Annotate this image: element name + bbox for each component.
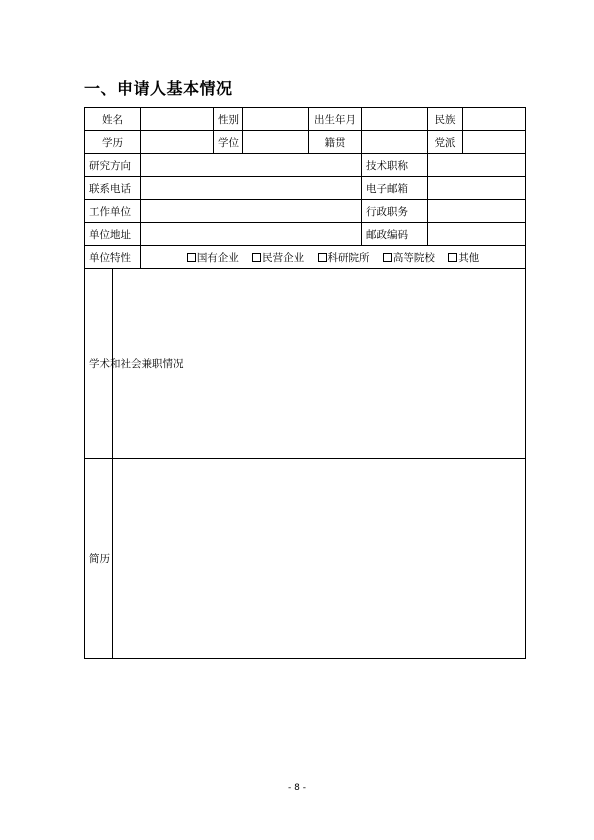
checkbox-icon[interactable] — [252, 253, 261, 262]
email-label: 电子邮箱 — [362, 177, 428, 200]
ethnicity-label: 民族 — [428, 108, 463, 131]
research-direction-field[interactable] — [141, 154, 362, 177]
unit-type-option[interactable]: 民营企业 — [252, 252, 304, 264]
row-academic — [85, 269, 526, 459]
row-basic-2 — [85, 131, 526, 154]
unit-type-option[interactable]: 其他 — [448, 252, 479, 264]
degree-label: 学位 — [214, 131, 243, 154]
checkbox-icon[interactable] — [187, 253, 196, 262]
unit-type-option[interactable]: 国有企业 — [187, 252, 239, 264]
admin-position-label: 行政职务 — [362, 200, 428, 223]
row-basic-1 — [85, 108, 526, 131]
row-employer — [85, 200, 526, 223]
degree-field[interactable] — [243, 131, 309, 154]
row-resume — [85, 459, 526, 659]
unit-type-option[interactable]: 高等院校 — [383, 252, 435, 264]
postcode-field[interactable] — [428, 223, 526, 246]
employer-label: 工作单位 — [85, 200, 141, 223]
resume-label: 简历 — [85, 459, 113, 659]
ethnicity-field[interactable] — [463, 108, 526, 131]
section-title: 一、申请人基本情况 — [84, 79, 233, 98]
gender-field[interactable] — [243, 108, 309, 131]
resume-field[interactable] — [113, 459, 526, 659]
gender-label: 性别 — [214, 108, 243, 131]
checkbox-icon[interactable] — [383, 253, 392, 262]
phone-label: 联系电话 — [85, 177, 141, 200]
phone-field[interactable] — [141, 177, 362, 200]
row-research — [85, 154, 526, 177]
technical-title-label: 技术职称 — [362, 154, 428, 177]
party-field[interactable] — [463, 131, 526, 154]
employer-field[interactable] — [141, 200, 362, 223]
row-unit-type — [85, 246, 526, 269]
technical-title-field[interactable] — [428, 154, 526, 177]
page-number: - 8 - — [288, 783, 306, 793]
native-place-field[interactable] — [362, 131, 428, 154]
birth-label: 出生年月 — [309, 108, 362, 131]
row-address — [85, 223, 526, 246]
email-field[interactable] — [428, 177, 526, 200]
address-label: 单位地址 — [85, 223, 141, 246]
birth-field[interactable] — [362, 108, 428, 131]
admin-position-field[interactable] — [428, 200, 526, 223]
postcode-label: 邮政编码 — [362, 223, 428, 246]
research-direction-label: 研究方向 — [85, 154, 141, 177]
unit-type-options — [141, 246, 526, 269]
checkbox-icon[interactable] — [448, 253, 457, 262]
unit-type-label: 单位特性 — [85, 246, 141, 269]
checkbox-icon[interactable] — [318, 253, 327, 262]
education-field[interactable] — [141, 131, 214, 154]
name-label: 姓名 — [85, 108, 141, 131]
unit-type-option[interactable]: 科研院所 — [318, 252, 370, 264]
address-field[interactable] — [141, 223, 362, 246]
name-field[interactable] — [141, 108, 214, 131]
native-place-label: 籍贯 — [309, 131, 362, 154]
party-label: 党派 — [428, 131, 463, 154]
education-label: 学历 — [85, 131, 141, 154]
row-contact — [85, 177, 526, 200]
academic-positions-label: 学术和社会兼职情况 — [85, 269, 113, 459]
applicant-info-table — [84, 107, 526, 659]
